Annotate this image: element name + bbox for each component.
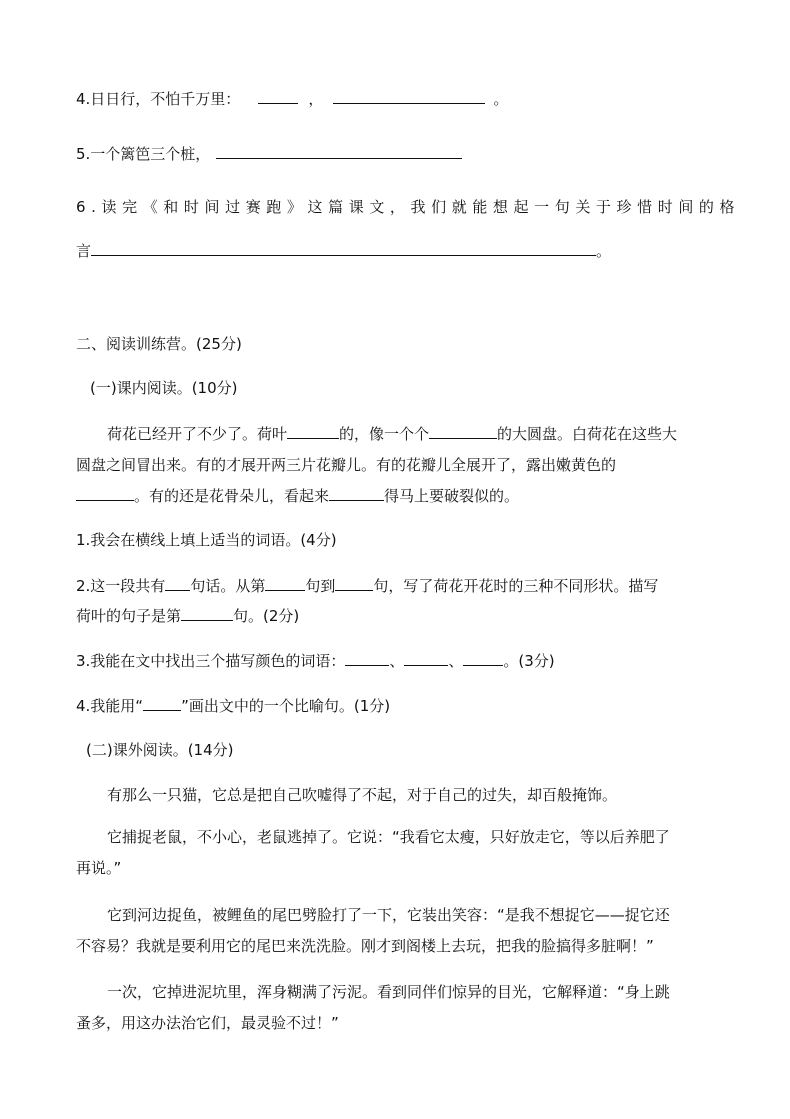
answer-blank[interactable] <box>143 695 181 711</box>
answer-blank[interactable] <box>216 143 462 159</box>
part1-question-3: 3.我能在文中找出三个描写颜色的词语： 、 、 。(3分) <box>76 652 555 670</box>
passage2-p4-line1: 一次，它掉进泥坑里，浑身糊满了污泥。看到同伴们惊异的目光，它解释道：“身上跳 <box>107 983 670 1001</box>
answer-blank[interactable] <box>463 650 503 666</box>
passage2-p2-line2: 再说。” <box>76 859 122 877</box>
passage2-p4-line2: 蚤多，用这办法治它们，最灵验不过！” <box>76 1014 339 1032</box>
passage2-p3-line2: 不容易？我就是要利用它的尾巴来洗洗脸。刚才到阁楼上去玩，把我的脸搞得多脏啊！” <box>76 937 654 955</box>
question-6: 6.读完《和时间过赛跑》这篇课文，我们就能想起一句关于珍惜时间的格 <box>76 198 741 216</box>
question-4: 4.日日行，不怕千万里： ， 。 <box>76 90 509 108</box>
answer-blank[interactable] <box>333 88 485 104</box>
passage2-p3-line1: 它到河边捉鱼，被鲤鱼的尾巴劈脸打了一下，它装出笑容：“是我不想捉它——捉它还 <box>107 906 670 924</box>
passage2-p1: 有那么一只猫，它总是把自己吹嘘得了不起，对于自己的过失，却百般掩饰。 <box>107 786 618 804</box>
part2-heading: (二)课外阅读。(14分) <box>86 741 234 759</box>
part1-question-2-line2: 荷叶的句子是第 句。(2分) <box>76 607 300 625</box>
answer-blank[interactable] <box>76 485 134 501</box>
answer-blank[interactable] <box>329 485 384 501</box>
answer-blank[interactable] <box>265 575 305 591</box>
answer-blank[interactable] <box>335 575 373 591</box>
answer-blank[interactable] <box>429 423 497 439</box>
answer-blank[interactable] <box>404 650 448 666</box>
part1-question-4: 4.我能用“ ”画出文中的一个比喻句。(1分) <box>76 697 391 715</box>
passage1-line3: 。有的还是花骨朵儿，看起来 得马上要破裂似的。 <box>76 485 519 506</box>
question-6-line2: 言 。 <box>76 242 612 260</box>
answer-blank[interactable] <box>181 605 233 621</box>
answer-blank[interactable] <box>258 88 298 104</box>
answer-blank[interactable] <box>165 575 190 591</box>
part1-question-1: 1.我会在横线上填上适当的词语。(4分) <box>76 531 337 549</box>
section-heading: 二、阅读训练营。(25分) <box>76 335 242 353</box>
answer-blank[interactable] <box>345 650 389 666</box>
passage1-line1: 荷花已经开了不少了。荷叶 的，像一个个 的大圆盘。白荷花在这些大 <box>107 425 678 443</box>
part1-heading: (一)课内阅读。(10分) <box>90 379 238 397</box>
answer-blank[interactable] <box>91 240 596 256</box>
part1-question-2: 2.这一段共有 句话。从第 句到 句，写了荷花开花时的三种不同形状。描写 <box>76 577 659 595</box>
passage2-p2-line1: 它捕捉老鼠，不小心，老鼠逃掉了。它说：“我看它太瘦，只好放走它，等以后养肥了 <box>107 828 670 846</box>
question-5: 5.一个篱笆三个桩， <box>76 143 462 164</box>
answer-blank[interactable] <box>287 423 339 439</box>
passage1-line2: 圆盘之间冒出来。有的才展开两三片花瓣儿。有的花瓣儿全展开了，露出嫩黄色的 <box>76 456 617 474</box>
